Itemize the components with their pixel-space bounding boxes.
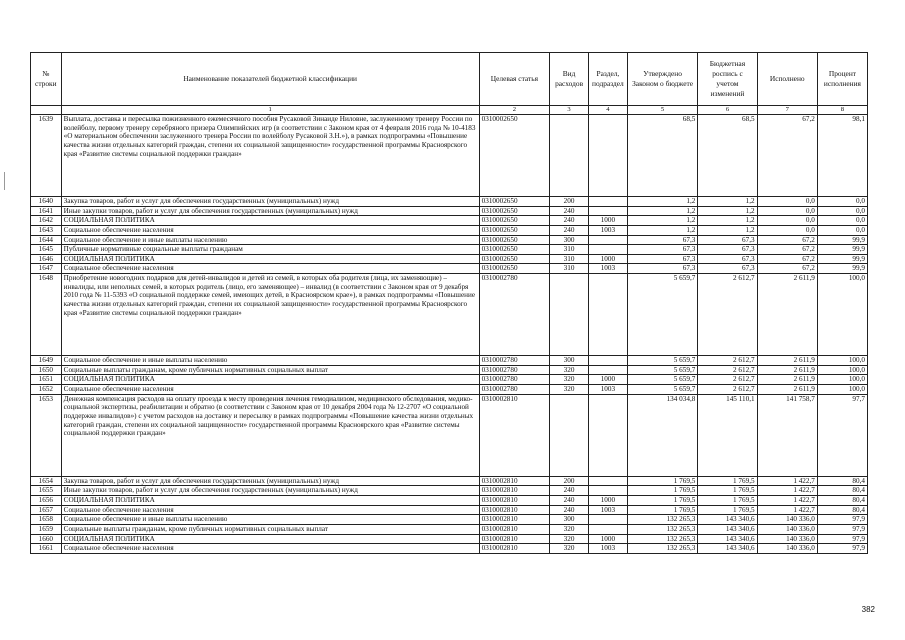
- row-section: 1003: [588, 544, 627, 554]
- table-row: [31, 197, 868, 207]
- row-budget-schedule: 1,2: [698, 206, 757, 216]
- table-row: [31, 505, 868, 515]
- row-budget-schedule: 2 612,7: [698, 274, 757, 356]
- table-row: [31, 245, 868, 255]
- row-expense-type: [550, 394, 589, 476]
- row-percent: 100,0: [817, 385, 867, 395]
- row-expense-type: 240: [550, 206, 589, 216]
- row-number: 1642: [31, 216, 62, 226]
- row-number: 1658: [31, 515, 62, 525]
- row-section: [588, 365, 627, 375]
- row-target: 0310002650: [479, 115, 550, 197]
- row-number: 1652: [31, 385, 62, 395]
- row-executed: 1 422,7: [757, 486, 817, 496]
- row-executed: 1 422,7: [757, 476, 817, 486]
- row-approved: 5 659,7: [627, 365, 698, 375]
- column-number: [31, 106, 62, 115]
- row-section: 1003: [588, 505, 627, 515]
- row-approved: 132 265,3: [627, 524, 698, 534]
- row-number: 1641: [31, 206, 62, 216]
- row-target: 0310002810: [479, 476, 550, 486]
- table-row: [31, 254, 868, 264]
- row-name: Социальные выплаты гражданам, кроме публичных нормативных социальных выплат: [61, 524, 479, 534]
- row-number: 1651: [31, 375, 62, 385]
- row-name: Закупка товаров, работ и услуг для обеспечения государственных (муниципальных) нужд: [61, 197, 479, 207]
- table-row: [31, 495, 868, 505]
- table-row: [31, 524, 868, 534]
- row-budget-schedule: 143 340,6: [698, 544, 757, 554]
- row-expense-type: 240: [550, 505, 589, 515]
- row-percent: 97,9: [817, 534, 867, 544]
- row-name: Социальное обеспечение населения: [61, 225, 479, 235]
- row-executed: 0,0: [757, 197, 817, 207]
- column-number: 1: [61, 106, 479, 115]
- row-approved: 132 265,3: [627, 515, 698, 525]
- row-expense-type: 200: [550, 476, 589, 486]
- row-budget-schedule: 67,3: [698, 235, 757, 245]
- row-percent: 80,4: [817, 495, 867, 505]
- row-number: 1644: [31, 235, 62, 245]
- row-target: 0310002650: [479, 216, 550, 226]
- row-number: 1645: [31, 245, 62, 255]
- row-target: 0310002780: [479, 365, 550, 375]
- header-section: Раздел, подраздел: [588, 53, 627, 106]
- row-approved: 68,5: [627, 115, 698, 197]
- row-expense-type: 300: [550, 515, 589, 525]
- table-row: [31, 225, 868, 235]
- row-name: Социальное обеспечение населения: [61, 385, 479, 395]
- row-section: 1000: [588, 216, 627, 226]
- row-executed: 141 758,7: [757, 394, 817, 476]
- row-budget-schedule: 1,2: [698, 216, 757, 226]
- row-budget-schedule: 1,2: [698, 197, 757, 207]
- row-percent: 97,9: [817, 524, 867, 534]
- row-executed: 1 422,7: [757, 505, 817, 515]
- row-target: 0310002780: [479, 375, 550, 385]
- row-budget-schedule: 2 612,7: [698, 356, 757, 366]
- row-number: 1650: [31, 365, 62, 375]
- row-section: 1000: [588, 534, 627, 544]
- row-budget-schedule: 68,5: [698, 115, 757, 197]
- row-executed: 140 336,0: [757, 534, 817, 544]
- row-budget-schedule: 1 769,5: [698, 476, 757, 486]
- row-approved: 5 659,7: [627, 385, 698, 395]
- row-percent: 0,0: [817, 206, 867, 216]
- row-expense-type: 320: [550, 524, 589, 534]
- row-expense-type: 320: [550, 534, 589, 544]
- row-approved: 1,2: [627, 216, 698, 226]
- row-approved: 132 265,3: [627, 544, 698, 554]
- row-executed: 67,2: [757, 254, 817, 264]
- row-budget-schedule: 1 769,5: [698, 495, 757, 505]
- row-approved: 1,2: [627, 225, 698, 235]
- table-row: [31, 274, 868, 356]
- row-approved: 67,3: [627, 245, 698, 255]
- row-budget-schedule: 1 769,5: [698, 486, 757, 496]
- column-number: 6: [698, 106, 757, 115]
- row-expense-type: 320: [550, 365, 589, 375]
- row-approved: 5 659,7: [627, 375, 698, 385]
- row-number: 1656: [31, 495, 62, 505]
- row-section: [588, 274, 627, 356]
- row-executed: 0,0: [757, 216, 817, 226]
- row-percent: 97,7: [817, 394, 867, 476]
- row-approved: 1 769,5: [627, 486, 698, 496]
- row-target: 0310002650: [479, 225, 550, 235]
- row-section: [588, 206, 627, 216]
- table-row: [31, 544, 868, 554]
- row-executed: 67,2: [757, 115, 817, 197]
- row-approved: 67,3: [627, 235, 698, 245]
- table-row: [31, 385, 868, 395]
- row-percent: 99,9: [817, 245, 867, 255]
- row-budget-schedule: 2 612,7: [698, 375, 757, 385]
- row-number: 1640: [31, 197, 62, 207]
- row-budget-schedule: 67,3: [698, 264, 757, 274]
- row-budget-schedule: 143 340,6: [698, 524, 757, 534]
- column-number: 2: [479, 106, 550, 115]
- row-section: [588, 486, 627, 496]
- row-number: 1655: [31, 486, 62, 496]
- row-percent: 97,9: [817, 544, 867, 554]
- row-name: Социальные выплаты гражданам, кроме публичных нормативных социальных выплат: [61, 365, 479, 375]
- row-approved: 1 769,5: [627, 476, 698, 486]
- row-expense-type: 310: [550, 245, 589, 255]
- table-row: [31, 356, 868, 366]
- column-number: 4: [588, 106, 627, 115]
- row-executed: 140 336,0: [757, 544, 817, 554]
- row-section: [588, 235, 627, 245]
- row-executed: 1 422,7: [757, 495, 817, 505]
- row-number: 1648: [31, 274, 62, 356]
- row-target: 0310002810: [479, 515, 550, 525]
- row-percent: 0,0: [817, 225, 867, 235]
- row-name: СОЦИАЛЬНАЯ ПОЛИТИКА: [61, 495, 479, 505]
- row-approved: 67,3: [627, 254, 698, 264]
- row-number: 1657: [31, 505, 62, 515]
- row-budget-schedule: 67,3: [698, 245, 757, 255]
- table-body: [31, 106, 868, 554]
- row-name: Социальное обеспечение и иные выплаты населению: [61, 356, 479, 366]
- row-expense-type: 320: [550, 385, 589, 395]
- row-name: СОЦИАЛЬНАЯ ПОЛИТИКА: [61, 216, 479, 226]
- row-number: 1659: [31, 524, 62, 534]
- row-number: 1639: [31, 115, 62, 197]
- row-executed: 2 611,9: [757, 385, 817, 395]
- row-target: 0310002650: [479, 254, 550, 264]
- row-target: 0310002780: [479, 274, 550, 356]
- row-expense-type: 240: [550, 486, 589, 496]
- row-name: Социальное обеспечение населения: [61, 264, 479, 274]
- row-budget-schedule: 1 769,5: [698, 505, 757, 515]
- header-executed: Исполнено: [757, 53, 817, 106]
- row-approved: 5 659,7: [627, 274, 698, 356]
- row-number: 1653: [31, 394, 62, 476]
- row-approved: 1 769,5: [627, 505, 698, 515]
- row-name: Публичные нормативные социальные выплаты гражданам: [61, 245, 479, 255]
- row-name: Социальное обеспечение и иные выплаты населению: [61, 515, 479, 525]
- page-number: 382: [861, 605, 875, 614]
- row-section: 1000: [588, 495, 627, 505]
- row-name: СОЦИАЛЬНАЯ ПОЛИТИКА: [61, 254, 479, 264]
- row-section: 1003: [588, 385, 627, 395]
- row-approved: 5 659,7: [627, 356, 698, 366]
- row-target: 0310002810: [479, 495, 550, 505]
- header-expense-type: Вид расходов: [550, 53, 589, 106]
- row-expense-type: 240: [550, 225, 589, 235]
- row-executed: 0,0: [757, 206, 817, 216]
- row-expense-type: [550, 274, 589, 356]
- row-number: 1643: [31, 225, 62, 235]
- table-row: [31, 394, 868, 476]
- row-name: Социальное обеспечение населения: [61, 544, 479, 554]
- row-target: 0310002650: [479, 235, 550, 245]
- row-expense-type: 240: [550, 216, 589, 226]
- row-name: Приобретение новогодних подарков для детей-инвалидов и детей из семей, в которых оба родителя (лица, их заменяющие) – инвалиды, или неполных семей, в которых родитель (лицо, его заменяющее) – инвалид (в соответствии с Законом края от 9 декабря 2010 года № 11-5393 «О социальной поддержке семей, имеющих детей, в Красноярском крае»), в рамках подпрограммы «Повышение качества жизни отдельных категорий граждан, степени их социальной защищенности» государственной программы Красноярского края «Развитие системы социальной поддержки граждан»: [61, 274, 479, 356]
- row-percent: 100,0: [817, 356, 867, 366]
- row-section: [588, 394, 627, 476]
- row-percent: 80,4: [817, 476, 867, 486]
- table-row: [31, 534, 868, 544]
- row-executed: 0,0: [757, 225, 817, 235]
- row-expense-type: 300: [550, 235, 589, 245]
- row-section: [588, 524, 627, 534]
- row-number: 1649: [31, 356, 62, 366]
- margin-mark: [4, 172, 5, 190]
- row-percent: 99,9: [817, 235, 867, 245]
- row-target: 0310002810: [479, 394, 550, 476]
- table-row: [31, 476, 868, 486]
- row-target: 0310002650: [479, 197, 550, 207]
- row-target: 0310002650: [479, 245, 550, 255]
- row-percent: 98,1: [817, 115, 867, 197]
- row-number: 1647: [31, 264, 62, 274]
- row-executed: 140 336,0: [757, 515, 817, 525]
- header-row-no: № строки: [31, 53, 62, 106]
- row-approved: 67,3: [627, 264, 698, 274]
- row-name: Закупка товаров, работ и услуг для обеспечения государственных (муниципальных) нужд: [61, 476, 479, 486]
- table-row: [31, 216, 868, 226]
- table-row: [31, 375, 868, 385]
- row-executed: 2 611,9: [757, 274, 817, 356]
- row-budget-schedule: 67,3: [698, 254, 757, 264]
- row-target: 0310002810: [479, 534, 550, 544]
- row-percent: 0,0: [817, 197, 867, 207]
- header-target: Целевая статья: [479, 53, 550, 106]
- row-percent: 100,0: [817, 375, 867, 385]
- row-number: 1654: [31, 476, 62, 486]
- row-executed: 2 611,9: [757, 356, 817, 366]
- row-expense-type: 200: [550, 197, 589, 207]
- column-number: 8: [817, 106, 867, 115]
- row-target: 0310002650: [479, 264, 550, 274]
- row-target: 0310002810: [479, 486, 550, 496]
- row-expense-type: 320: [550, 375, 589, 385]
- column-number: 3: [550, 106, 589, 115]
- row-name: Выплата, доставка и пересылка пожизненного ежемесячного пособия Русаковой Зинаиде Ниловне, заслуженному тренеру России по волейболу, первому тренеру серебряного призера Олимпийских игр (в соответствии с Законом края от 4 февраля 2016 года № 10-4183 «О материальном обеспечении заслуженного тренера России по волейболу Русаковой З.Н.»), в рамках подпрограммы «Повышение качества жизни отдельных категорий граждан, степени их социальной защищенности» государственной программы Красноярского края «Развитие системы социальной поддержки граждан»: [61, 115, 479, 197]
- row-target: 0310002810: [479, 524, 550, 534]
- row-executed: 67,2: [757, 245, 817, 255]
- row-executed: 67,2: [757, 264, 817, 274]
- header-budget-schedule: Бюджетная роспись с учетом изменений: [698, 53, 757, 106]
- table-row: [31, 515, 868, 525]
- row-name: Социальное обеспечение и иные выплаты населению: [61, 235, 479, 245]
- header-percent: Процент исполнения: [817, 53, 867, 106]
- row-approved: 1 769,5: [627, 495, 698, 505]
- column-number: 5: [627, 106, 698, 115]
- table-row: [31, 365, 868, 375]
- row-target: 0310002780: [479, 385, 550, 395]
- row-percent: 100,0: [817, 274, 867, 356]
- row-target: 0310002650: [479, 206, 550, 216]
- row-name: Иные закупки товаров, работ и услуг для обеспечения государственных (муниципальных) нужд: [61, 486, 479, 496]
- row-section: [588, 115, 627, 197]
- row-percent: 80,4: [817, 505, 867, 515]
- row-section: 1000: [588, 254, 627, 264]
- row-section: 1000: [588, 375, 627, 385]
- row-approved: 1,2: [627, 197, 698, 207]
- row-section: 1003: [588, 264, 627, 274]
- row-name: Иные закупки товаров, работ и услуг для обеспечения государственных (муниципальных) нужд: [61, 206, 479, 216]
- row-section: [588, 197, 627, 207]
- row-budget-schedule: 2 612,7: [698, 365, 757, 375]
- row-expense-type: 310: [550, 254, 589, 264]
- row-expense-type: [550, 115, 589, 197]
- row-target: 0310002780: [479, 356, 550, 366]
- row-executed: 67,2: [757, 235, 817, 245]
- row-expense-type: 240: [550, 495, 589, 505]
- table-row: [31, 235, 868, 245]
- row-percent: 0,0: [817, 216, 867, 226]
- row-budget-schedule: 143 340,6: [698, 534, 757, 544]
- row-percent: 99,9: [817, 264, 867, 274]
- table-row: [31, 115, 868, 197]
- header-name: Наименование показателей бюджетной классификации: [61, 53, 479, 106]
- row-section: [588, 245, 627, 255]
- column-number-row: [31, 106, 868, 115]
- column-number: 7: [757, 106, 817, 115]
- row-percent: 100,0: [817, 365, 867, 375]
- table-row: [31, 486, 868, 496]
- row-number: 1646: [31, 254, 62, 264]
- row-expense-type: 320: [550, 544, 589, 554]
- table-row: [31, 264, 868, 274]
- table-header: [31, 53, 868, 106]
- row-approved: 134 034,8: [627, 394, 698, 476]
- row-budget-schedule: 1,2: [698, 225, 757, 235]
- row-number: 1661: [31, 544, 62, 554]
- row-section: [588, 515, 627, 525]
- row-budget-schedule: 143 340,6: [698, 515, 757, 525]
- row-approved: 1,2: [627, 206, 698, 216]
- row-expense-type: 310: [550, 264, 589, 274]
- row-approved: 132 265,3: [627, 534, 698, 544]
- row-name: СОЦИАЛЬНАЯ ПОЛИТИКА: [61, 534, 479, 544]
- row-name: СОЦИАЛЬНАЯ ПОЛИТИКА: [61, 375, 479, 385]
- row-section: 1003: [588, 225, 627, 235]
- row-executed: 2 611,9: [757, 365, 817, 375]
- row-section: [588, 356, 627, 366]
- table-row: [31, 206, 868, 216]
- row-name: Денежная компенсация расходов на оплату проезда к месту проведения лечения гемодиализом, медицинского обследования, медико-социальной экспертизы, реабилитации и обратно (в соответствии с Законом края от 10 декабря 2004 года № 12-2707 «О социальной поддержке инвалидов») с учетом расходов на доставку и пересылку в рамках подпрограммы «Повышение качества жизни отдельных категорий граждан, степени их социальной защищенности» государственной программы Красноярского края «Развитие системы социальной поддержки граждан»: [61, 394, 479, 476]
- row-target: 0310002810: [479, 505, 550, 515]
- header-approved: Утверждено Законом о бюджете: [627, 53, 698, 106]
- row-percent: 80,4: [817, 486, 867, 496]
- row-budget-schedule: 145 110,1: [698, 394, 757, 476]
- row-expense-type: 300: [550, 356, 589, 366]
- row-executed: 2 611,9: [757, 375, 817, 385]
- row-percent: 99,9: [817, 254, 867, 264]
- row-name: Социальное обеспечение населения: [61, 505, 479, 515]
- row-number: 1660: [31, 534, 62, 544]
- row-section: [588, 476, 627, 486]
- row-executed: 140 336,0: [757, 524, 817, 534]
- row-budget-schedule: 2 612,7: [698, 385, 757, 395]
- budget-table: [30, 52, 868, 554]
- row-percent: 97,9: [817, 515, 867, 525]
- row-target: 0310002810: [479, 544, 550, 554]
